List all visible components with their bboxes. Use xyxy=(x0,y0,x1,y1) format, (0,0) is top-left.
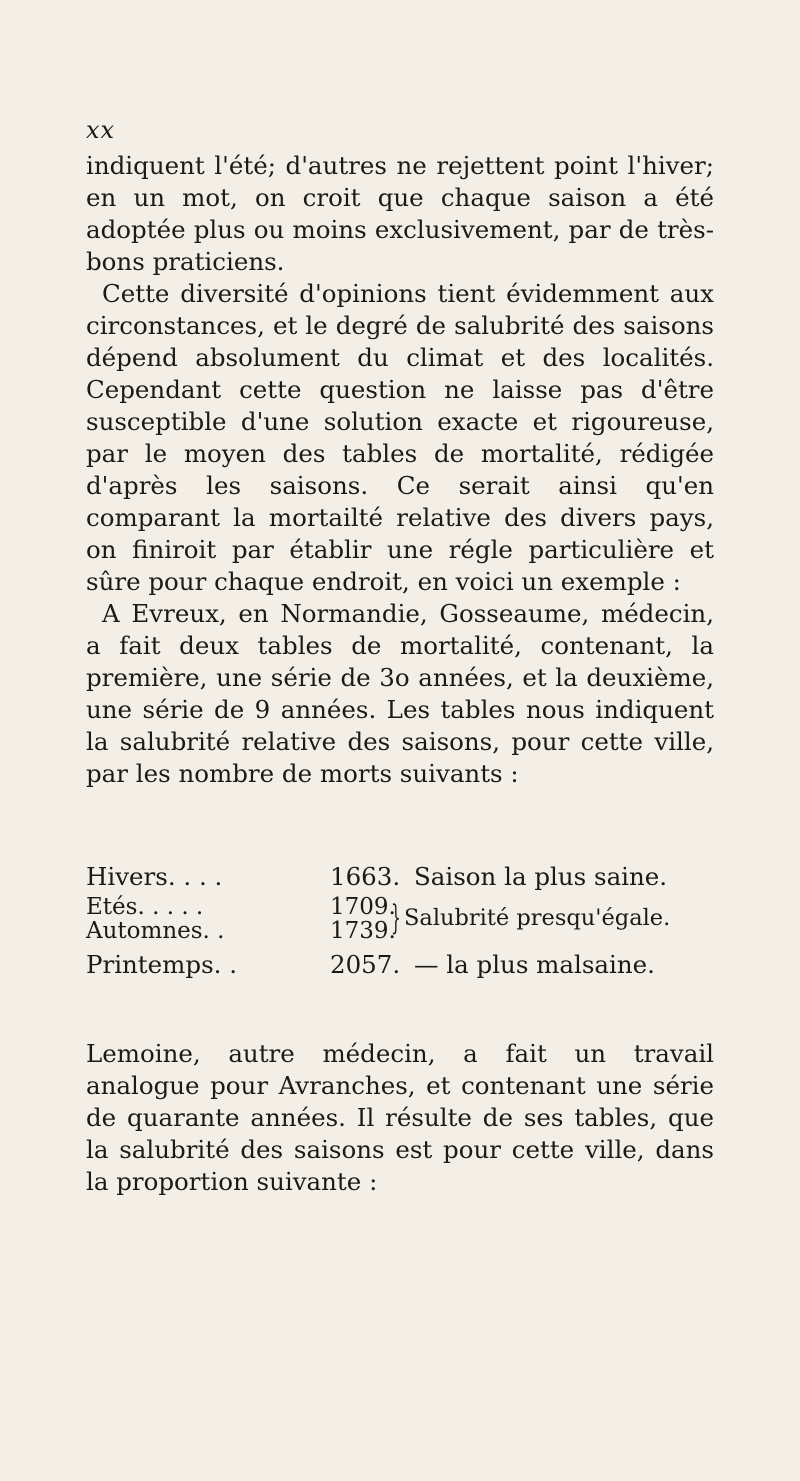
paragraph-4: Lemoine, autre médecin, a fait un travail analogue pour Avranches, et contenant une série de quarante années. Il résulte de ses tables, que la salubrité des saisons est pour cette ville, dans la proportion suivante : xyxy=(86,1039,714,1196)
brace-glyph: } xyxy=(391,898,401,938)
season-note: Salubrité presqu'égale. xyxy=(404,905,671,931)
season-label: Printemps. . xyxy=(86,950,238,979)
season-label: Hivers. . . . xyxy=(86,862,223,891)
season-note: Saison la plus saine. xyxy=(414,862,668,891)
death-count: 1739. xyxy=(330,918,396,944)
main-text xyxy=(86,150,714,790)
closing-text xyxy=(86,1038,714,1198)
death-count: 2057. xyxy=(330,950,401,979)
paragraph-2: Cette diversité d'opinions tient évidemment aux circonstances, et le degré de salubrité des saisons dépend absolument du climat et des localités. Cependant cette question ne laisse pas d'être susceptible d'une solution exacte et rigoureuse, par le moyen des tables de mortalité, rédigée d'après les saisons. Ce serait ainsi qu'en comparant la mortailté relative des divers pays, on finiroit par établir une régle particulière et sûre pour chaque endroit, en voici un exemple : xyxy=(86,279,714,596)
season-note: — la plus malsaine. xyxy=(414,950,655,979)
death-count: 1709. xyxy=(330,894,396,920)
season-label: Etés. . . . . xyxy=(86,894,204,920)
table-row-winter xyxy=(86,862,726,896)
paragraph-1: indiquent l'été; d'autres ne rejettent point l'hiver; en un mot, on croit que chaque saison a été adoptée plus ou moins exclusivement, par de très-bons praticiens. xyxy=(86,151,714,276)
table-row-summer-autumn xyxy=(86,896,726,950)
season-label: Automnes. . xyxy=(86,918,225,944)
mortality-table xyxy=(86,862,726,984)
page-number: xx xyxy=(86,116,116,144)
paragraph-3: A Evreux, en Normandie, Gosseaume, médecin, a fait deux tables de mortalité, contenant, la première, une série de 3o années, et la deuxième, une série de 9 années. Les tables nous indiquent la salubrité relative des saisons, pour cette ville, par les nombre de morts suivants : xyxy=(86,599,714,788)
table-row-spring xyxy=(86,950,726,984)
death-count: 1663. xyxy=(330,862,401,891)
